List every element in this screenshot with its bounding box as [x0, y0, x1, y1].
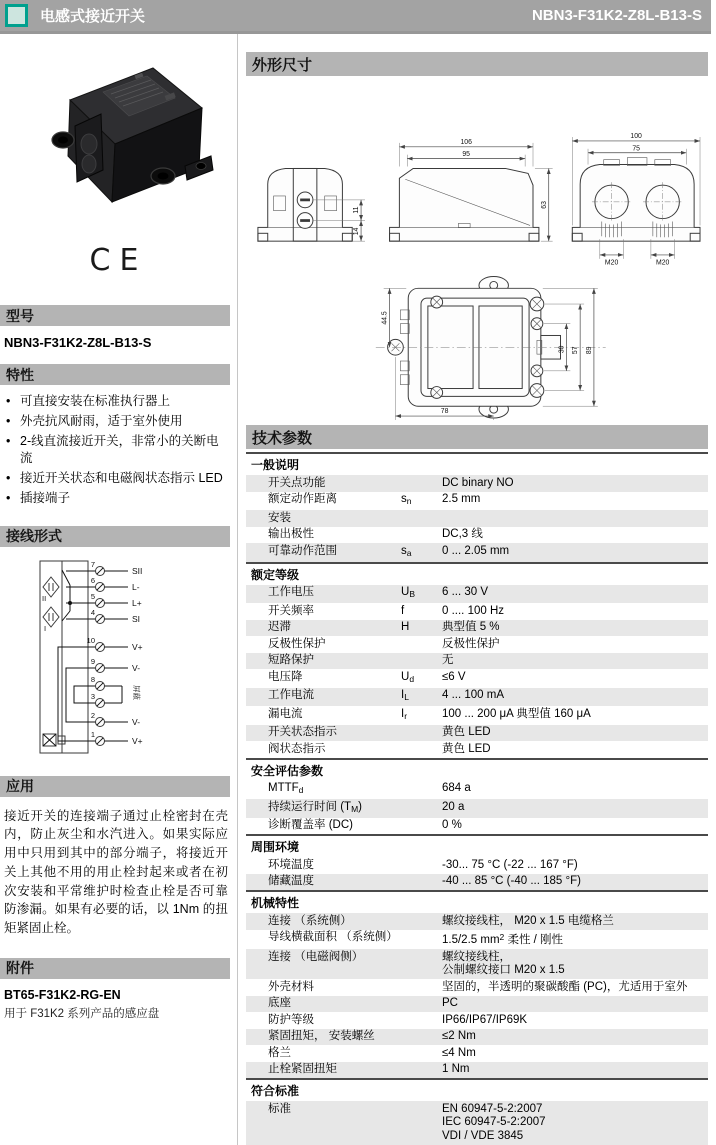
- feature-item: • 外壳抗风耐雨，适于室外使用: [4, 413, 229, 431]
- left-column: [0, 34, 237, 1021]
- section-header-model: [0, 305, 230, 326]
- terminal-number: 4: [90, 607, 95, 617]
- dim-top-30: 30: [558, 345, 566, 354]
- terminal-label: V+: [132, 641, 143, 652]
- tech-row: [246, 996, 708, 1013]
- tech-row-symbol: [401, 1014, 442, 1028]
- tech-row: [246, 475, 708, 492]
- section-header-accessories: [0, 958, 230, 979]
- tech-row-label: 底座: [268, 997, 291, 1009]
- tech-row-symbol: $U_B$: [401, 586, 415, 599]
- tech-row-label: $MTTF_d$: [268, 782, 304, 795]
- tech-row-value: ≤6 V: [442, 670, 466, 683]
- tech-row-symbol: [401, 801, 442, 817]
- tech-row-symbol: [401, 875, 442, 889]
- tech-row: [246, 653, 708, 670]
- tech-row-value: 无: [442, 654, 454, 666]
- feature-item: • 插接端子: [4, 490, 229, 508]
- tech-row-label: 开关状态指示: [268, 726, 337, 738]
- dim-side-95: 95: [462, 151, 471, 159]
- tech-row-value: 6 ... 30 V: [442, 586, 489, 598]
- tech-row-symbol: [401, 638, 442, 652]
- tech-section-header: 安全评估参数: [246, 758, 708, 781]
- tech-row: [246, 620, 708, 637]
- dim-side-106: 106: [460, 138, 472, 146]
- tech-row-label: 诊断覆盖率 (DC): [268, 819, 353, 831]
- tech-row-value: DC,3 线: [442, 528, 483, 540]
- tech-row-value: 1.5/2.5 $mm^2$ 柔性 / 刚性: [442, 932, 564, 946]
- tech-row-value: 0 %: [442, 819, 462, 831]
- product-photo: [8, 48, 222, 235]
- section-title-features: 特性: [6, 366, 34, 383]
- terminal-label: V+: [132, 735, 143, 746]
- dim-top-78: 78: [440, 408, 449, 416]
- accessory-model: BT65-F31K2-RG-EN: [4, 987, 121, 1002]
- tech-row-label: 连接 （系统侧）: [268, 914, 352, 927]
- tech-row-symbol: [401, 1047, 442, 1061]
- page-header: [0, 0, 711, 34]
- tech-row-value: 典型值 5 %: [442, 621, 500, 633]
- dim-gland1-m20: M20: [604, 259, 619, 267]
- tech-row-label: 输出极性: [268, 528, 314, 540]
- tech-row-value: 螺纹接线柱， 公制螺纹接口 M20 x 1.5: [442, 950, 565, 976]
- tech-row-value: 1 Nm: [442, 1063, 470, 1075]
- tech-section-header: 符合标准: [246, 1078, 708, 1101]
- tech-row-label: 外壳材料: [268, 980, 314, 993]
- terminal-number: 7: [90, 559, 95, 569]
- tech-row-value: EN 60947-5-2:2007 IEC 60947-5-2:2007 VDI / VDE 3845: [442, 1102, 546, 1142]
- tech-row-value: PC: [442, 997, 458, 1009]
- dim-top-57: 57: [572, 346, 580, 355]
- tech-row-symbol: [401, 743, 442, 757]
- product-type-title: 电感式接近开关: [40, 8, 146, 25]
- tech-row-label: 止栓紧固扭矩: [268, 1063, 337, 1075]
- tech-row: [246, 725, 708, 742]
- terminal-number: 2: [90, 710, 95, 720]
- tech-row: [246, 669, 708, 688]
- tech-row: [246, 527, 708, 544]
- dim-left-11: 11: [353, 206, 361, 214]
- sensor-ii-label: II: [42, 593, 47, 603]
- model-number: NBN3-F31K2-Z8L-B13-S: [4, 335, 152, 350]
- tech-row-symbol: [401, 477, 442, 491]
- tech-row-label: 环境温度: [268, 858, 314, 871]
- tech-row-label: 持续运行时间 $(T_M)$: [268, 800, 362, 814]
- tech-row-symbol: [401, 512, 442, 526]
- tech-row: [246, 874, 708, 891]
- tech-row: [246, 913, 708, 930]
- dim-top-89: 89: [585, 346, 593, 355]
- tech-row-label: 导线横截面积 （系统侧）: [268, 931, 398, 943]
- tech-row-label: 紧固扭矩， 安装螺丝: [268, 1030, 375, 1042]
- tech-row: [246, 492, 708, 511]
- wiring-diagram: [0, 551, 237, 768]
- tech-row: [246, 1062, 708, 1079]
- tech-row-symbol: [401, 654, 442, 668]
- tech-row: [246, 1101, 708, 1145]
- tech-row-value: 黄色 LED: [442, 726, 491, 738]
- dimension-drawing: [246, 82, 708, 423]
- features-list: [4, 393, 229, 508]
- ce-mark: CE: [89, 243, 148, 278]
- section-header-wiring: [0, 526, 230, 547]
- tech-row-symbol: [401, 859, 442, 873]
- tech-row-value: 0 ... 2.05 mm: [442, 544, 510, 557]
- tech-row-symbol: [401, 528, 442, 542]
- tech-row-symbol: [401, 931, 442, 948]
- tech-row-value: 螺纹接线柱， M20 x 1.5 电缆格兰: [442, 914, 614, 927]
- tech-row: [246, 741, 708, 758]
- tech-row-symbol: $I_L$: [401, 689, 409, 702]
- tech-row-symbol: [401, 915, 442, 929]
- tech-row-label: 反极性保护: [268, 637, 326, 650]
- tech-row-symbol: $I_r$: [401, 707, 408, 721]
- terminal-number: 1: [90, 729, 95, 739]
- tech-row: [246, 603, 708, 620]
- tech-row: [246, 979, 708, 996]
- dim-left-14: 14: [353, 227, 361, 236]
- feature-item: • 接近开关状态和电磁阀状态指示 LED: [4, 470, 229, 488]
- application-text: 接近开关的连接端子通过止栓密封在壳内，防止灰尘和水汽进入。如果实际应用中只用到其中的部分端子，将接近开关上其他不用的用止栓封起来或者在初次安装和平常维护时检查止栓是否可靠防渗漏。如果有必要的话，以 1Nm 的扭矩紧固止栓。: [4, 808, 228, 935]
- tech-row-symbol: [401, 951, 442, 978]
- tech-table: [246, 452, 708, 1145]
- section-title-wiring: 接线形式: [6, 528, 62, 544]
- tech-row-label: 可靠动作范围: [268, 544, 337, 557]
- tech-row-value: 2.5 mm: [442, 493, 481, 505]
- tech-row: [246, 781, 708, 800]
- section-title-tech: 技术参数: [252, 429, 313, 447]
- tech-row-symbol: [401, 1103, 442, 1144]
- section-title-application: 应用: [6, 778, 34, 794]
- section-title-model: 型号: [6, 307, 34, 324]
- tech-row: [246, 688, 708, 707]
- tech-row-label: 漏电流: [268, 707, 303, 720]
- tech-row-label: 标准: [268, 1102, 291, 1115]
- tech-row-symbol: [401, 782, 442, 798]
- tech-row: [246, 1029, 708, 1046]
- terminal-number: 9: [90, 656, 95, 666]
- dim-top-44-5: 44.5: [381, 311, 389, 325]
- tech-section-header: 一般说明: [246, 452, 708, 475]
- tech-row-symbol: f: [401, 604, 405, 617]
- tech-row-value: DC binary NO: [442, 476, 514, 489]
- tech-row-label: 储藏温度: [268, 875, 314, 887]
- tech-row-label: 迟滞: [268, 621, 291, 633]
- section-header-tech: [246, 425, 708, 449]
- terminal-number: 3: [90, 691, 95, 701]
- tech-row-symbol: [401, 726, 442, 740]
- tech-row-label: 开关点功能: [268, 476, 326, 489]
- terminal-label: SI: [132, 613, 141, 624]
- accessory-description: 用于 F31K2 系列产品的感应盘: [4, 1007, 160, 1020]
- product-photo-illustration: [15, 48, 215, 230]
- terminal-number: 5: [90, 591, 95, 601]
- tech-section-header: 周围环境: [246, 834, 708, 857]
- tech-row-value: 684 a: [442, 782, 471, 794]
- tech-row: [246, 857, 708, 874]
- tech-row-value: -40 ... 85 °C (-40 ... 185 °F): [442, 875, 581, 887]
- tech-row-label: 工作电流: [268, 689, 314, 701]
- tech-row: [246, 818, 708, 835]
- tech-row-label: 工作电压: [268, 586, 314, 598]
- section-header-dimensions: [246, 52, 708, 76]
- dim-front-75: 75: [632, 145, 640, 153]
- terminal-label: L-: [132, 581, 140, 592]
- sensor-i-label: I: [44, 623, 47, 633]
- tech-section-header: 额定等级: [246, 562, 708, 585]
- tech-row-value: -30... 75 °C (-22 ... 167 °F): [442, 858, 578, 871]
- tech-row: [246, 930, 708, 950]
- terminal-number: 6: [90, 575, 95, 585]
- terminal-label: V-: [132, 662, 141, 673]
- tech-row: [246, 949, 708, 979]
- tech-row-symbol: $U_d$: [401, 670, 415, 684]
- tech-section-header: 机械特性: [246, 890, 708, 913]
- section-header-features: [0, 364, 230, 385]
- tech-row-label: 电压降: [268, 670, 303, 683]
- tech-row-value: 坚固的，半透明的聚碳酸酯 (PC)，尤适用于室外: [442, 980, 688, 993]
- tech-row-value: ≤4 Nm: [442, 1046, 476, 1059]
- tech-row-value: 4 ... 100 mA: [442, 689, 505, 701]
- tech-row-value: 反极性保护: [442, 637, 500, 650]
- tech-row: [246, 1045, 708, 1062]
- tech-row-label: 额定动作距离: [268, 493, 337, 505]
- feature-item: • 可直接安装在标准执行器上: [4, 393, 229, 411]
- dim-front-100: 100: [630, 133, 642, 140]
- terminal-number: 10: [86, 635, 95, 645]
- tech-row-label: 短路保护: [268, 654, 314, 666]
- tech-row-value: ≤2 Nm: [442, 1030, 476, 1042]
- tech-row: [246, 799, 708, 818]
- dim-side-height: 63: [540, 201, 548, 209]
- tech-row-value: [442, 512, 708, 526]
- brand-square-icon: [5, 4, 28, 27]
- tech-row-symbol: [401, 981, 442, 995]
- tech-row: [246, 543, 708, 562]
- tech-row-label: 格兰: [268, 1046, 291, 1059]
- tech-row-symbol: [401, 1030, 442, 1044]
- tech-row-value: 0 .... 100 Hz: [442, 604, 505, 617]
- tech-row: [246, 585, 708, 604]
- terminal-label: V-: [132, 716, 141, 727]
- tech-row-symbol: [401, 997, 442, 1011]
- section-title-accessories: 附件: [6, 960, 34, 977]
- tech-row-symbol: [401, 1063, 442, 1077]
- tech-row-label: 连接 （电磁阀侧）: [268, 950, 364, 963]
- tech-row-symbol: [401, 819, 442, 833]
- shield-label: 屏蔽: [132, 684, 141, 700]
- tech-row: [246, 636, 708, 653]
- section-title-dimensions: 外形尺寸: [252, 56, 313, 74]
- tech-row-value: IP66/IP67/IP69K: [442, 1013, 528, 1026]
- tech-row-label: 安装: [268, 511, 291, 524]
- terminal-label: L+: [132, 597, 142, 608]
- model-number-header: NBN3-F31K2-Z8L-B13-S: [531, 7, 702, 24]
- tech-row-label: 阀状态指示: [268, 742, 326, 755]
- feature-item: • 2-线直流接近开关，非常小的关断电流: [4, 433, 229, 469]
- tech-row-value: 黄色 LED: [442, 742, 491, 755]
- tech-row-value: 20 a: [442, 800, 465, 813]
- terminal-label: SII: [132, 565, 143, 576]
- section-header-application: [0, 776, 230, 797]
- dim-gland2-m20: M20: [656, 259, 670, 267]
- tech-row: [246, 1012, 708, 1029]
- tech-row-value: 100 ... 200 μA 典型值 160 μA: [442, 707, 591, 720]
- tech-row: [246, 510, 708, 527]
- tech-row: [246, 706, 708, 725]
- tech-row-label: 防护等级: [268, 1013, 314, 1026]
- tech-row-symbol: H: [401, 621, 410, 633]
- right-column: [237, 34, 716, 1145]
- terminal-number: 8: [90, 674, 95, 684]
- tech-row-symbol: $s_a$: [401, 544, 412, 558]
- tech-row-label: 开关频率: [268, 604, 314, 617]
- tech-row-symbol: $s_n$: [401, 493, 412, 506]
